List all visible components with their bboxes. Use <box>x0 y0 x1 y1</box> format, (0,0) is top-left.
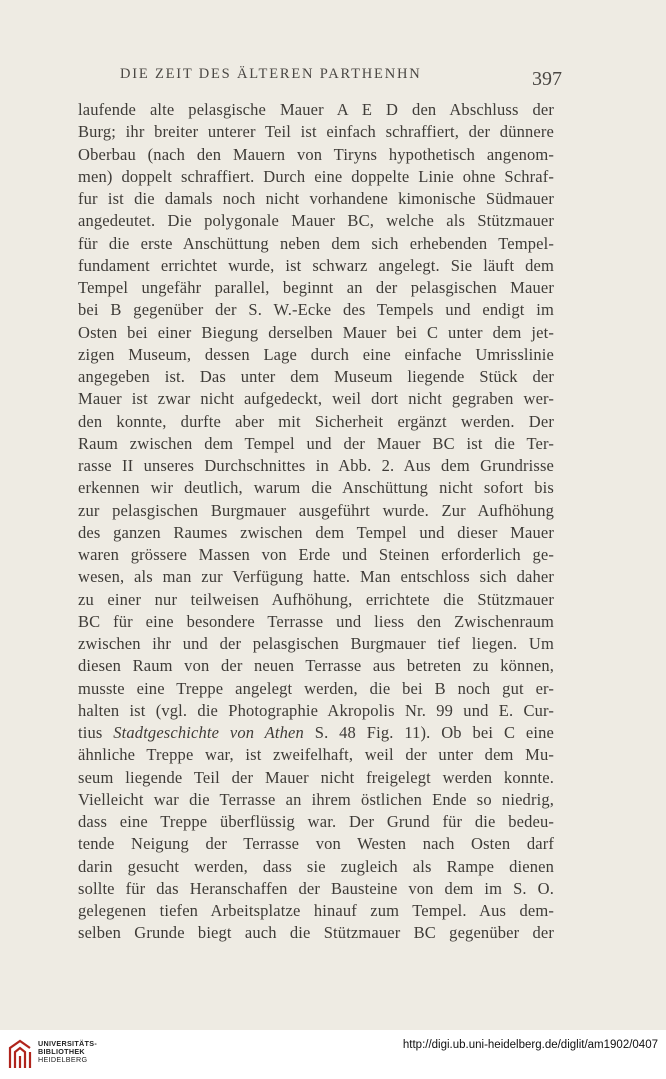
text-line: für die erste Anschüttung neben dem sich erhebenden Tempel- <box>78 233 554 253</box>
source-url-link[interactable]: http://digi.ub.uni-heidelberg.de/diglit/am1902/0407 <box>402 1039 658 1051</box>
text-fragment: S. 48 Fig. 11). Ob bei C eine <box>303 723 554 742</box>
text-line: Raum zwischen dem Tempel und der Mauer BC ist die Ter- <box>78 433 554 453</box>
text-line: men) doppelt schraffiert. Durch eine doppelte Linie ohne Schraf- <box>78 166 554 186</box>
text-line: bei B gegenüber der S. W.-Ecke des Tempels und endigt im <box>78 300 554 320</box>
text-line: Burg; ihr breiter unterer Teil ist einfach schraffiert, der dünnere <box>78 122 554 142</box>
text-line: sollte für das Heranschaffen der Bausteine von dem im S. O. <box>78 878 554 898</box>
text-line: Tempel ungefähr parallel, beginnt an der pelasgischen Mauer <box>78 278 554 297</box>
text-line: Vielleicht war die Terrasse an ihrem östlichen Ende so niedrig, <box>78 789 554 809</box>
text-line: zu einer nur teilweisen Aufhöhung, errichtete die Stützmauer <box>78 589 554 609</box>
text-line: musste eine Treppe angelegt werden, die bei B noch gut er- <box>78 678 554 698</box>
text-line: diesen Raum von der neuen Terrasse aus betreten zu können, <box>78 656 554 676</box>
text-line: dass eine Treppe überflüssig war. Der Grund für die bedeu- <box>78 812 554 831</box>
text-line: wesen, als man zur Verfügung hatte. Man entschloss sich daher <box>78 567 554 587</box>
text-line: des ganzen Raumes zwischen dem Tempel und dieser Mauer <box>78 522 554 542</box>
text-line: zur pelasgischen Burgmauer ausgeführt wurde. Zur Aufhöhung <box>78 500 554 520</box>
heidelberg-library-logo-icon <box>7 1038 33 1070</box>
text-line: zigen Museum, dessen Lage durch eine einfache Umrisslinie <box>78 344 554 364</box>
running-title: DIE ZEIT DES ÄLTEREN PARTHENHN <box>120 66 422 82</box>
text-line: darin gesucht werden, dass sie zugleich als Rampe dienen <box>78 856 554 876</box>
text-line: waren grössere Massen von Erde und Steinen erforderlich ge- <box>78 545 554 564</box>
text-line: selben Grunde biegt auch die Stützmauer BC gegenüber der <box>78 923 554 943</box>
text-line: Mauer ist zwar nicht aufgedeckt, weil dort nicht gegraben wer- <box>78 389 554 409</box>
text-line: gelegenen tiefen Arbeitsplatze hinauf zum Tempel. Aus dem- <box>78 901 554 920</box>
text-line: erkennen wir deutlich, warum die Anschüttung nicht sofort bis <box>78 478 554 498</box>
institution-name: UNIVERSITÄTS- BIBLIOTHEK HEIDELBERG <box>38 1039 98 1064</box>
text-line: ähnliche Treppe war, ist zweifelhaft, weil der unter dem Mu- <box>78 745 554 765</box>
italic-book-title: Stadtgeschichte von Athen <box>113 723 304 742</box>
text-line: angegeben ist. Das unter dem Museum liegende Stück der <box>78 367 554 386</box>
text-line: den konnte, durfte aber mit Sicherheit ergänzt werden. Der <box>78 411 554 431</box>
body-text <box>78 99 554 945</box>
text-line: Osten bei einer Biegung derselben Mauer bei C unter dem jet- <box>78 322 554 342</box>
text-line: fur ist die damals noch nicht vorhandene kimonische Südmauer <box>78 189 554 208</box>
text-line: halten ist (vgl. die Photographie Akropolis Nr. 99 und E. Cur- <box>78 700 554 720</box>
text-fragment: tius <box>78 723 114 742</box>
text-line: BC für eine besondere Terrasse und liess den Zwischenraum <box>78 611 554 631</box>
text-line: fundament errichtet wurde, ist schwarz angelegt. Sie läuft dem <box>78 255 554 275</box>
text-line: laufende alte pelasgische Mauer A E D den Abschluss der <box>78 100 554 119</box>
text-line: zwischen ihr und der pelasgischen Burgmauer tief liegen. Um <box>78 634 554 653</box>
page-number: 397 <box>532 68 562 90</box>
text-line: tende Neigung der Terrasse von Westen nach Osten darf <box>78 834 554 854</box>
text-line: seum liegende Teil der Mauer nicht freigelegt werden konnte. <box>78 767 554 787</box>
text-line: Oberbau (nach den Mauern von Tiryns hypothetisch angenom- <box>78 144 554 164</box>
footer-bar <box>0 1030 666 1079</box>
text-line-with-citation <box>78 722 554 744</box>
text-line: rasse II unseres Durchschnittes in Abb. 2. Aus dem Grundrisse <box>78 456 554 475</box>
text-line: angedeutet. Die polygonale Mauer BC, welche als Stützmauer <box>78 211 554 231</box>
